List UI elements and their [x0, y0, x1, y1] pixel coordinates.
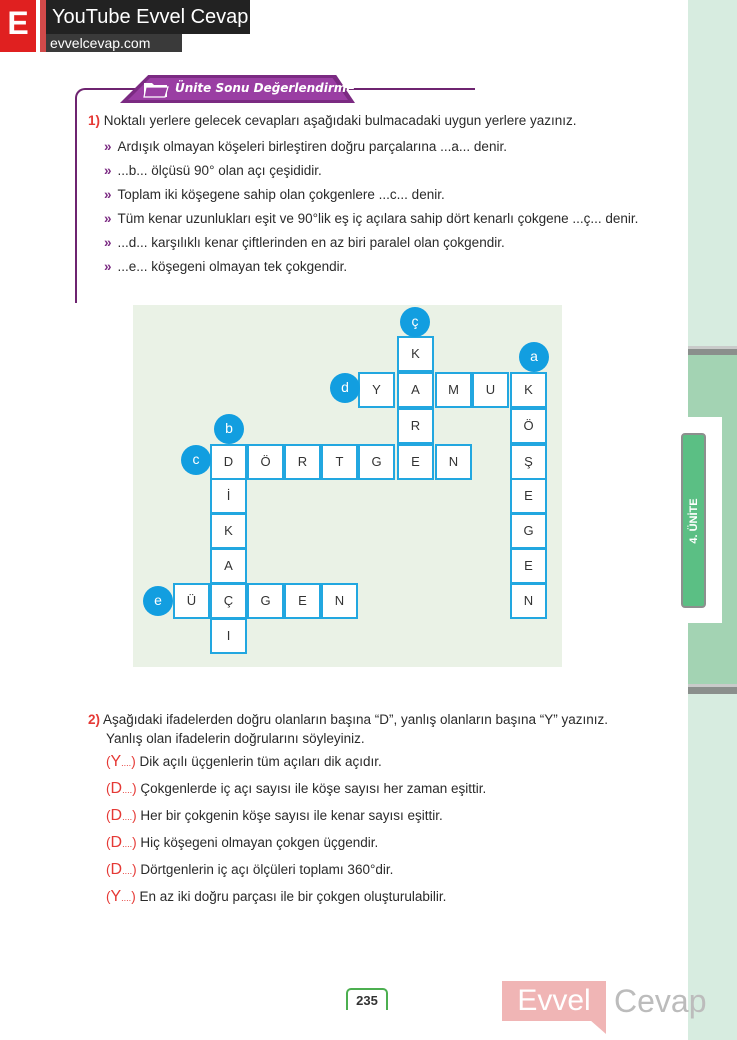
answer-value: Y	[110, 888, 122, 905]
clue-badge-e: e	[143, 586, 173, 616]
bullet-item	[104, 233, 638, 257]
crossword-cell[interactable]: G	[247, 583, 284, 619]
paren-open: (	[106, 808, 111, 823]
paren-open: (	[106, 889, 111, 904]
paren-close: )	[132, 835, 137, 850]
crossword-cell[interactable]: E	[510, 548, 547, 584]
bullet-marker-icon: »	[104, 163, 112, 178]
bullet-text: Ardışık olmayan köşeleri birleştiren doğru parçalarına ...a... denir.	[117, 139, 507, 154]
answer-dots: ....	[122, 866, 133, 876]
answer-box[interactable]	[106, 835, 137, 850]
statement-text: Dörtgenlerin iç açı ölçüleri toplamı 360°dir.	[140, 862, 394, 877]
crossword-cell[interactable]: E	[284, 583, 321, 619]
brand-logo-right: Cevap	[614, 983, 707, 1019]
crossword-cell[interactable]: Y	[358, 372, 395, 408]
statement-item	[106, 806, 486, 833]
clue-badge-b: b	[214, 414, 244, 444]
clue-badge-a: a	[519, 342, 549, 372]
statement-item	[106, 887, 486, 914]
brand-logo-tail	[590, 1020, 606, 1034]
paren-close: )	[131, 889, 136, 904]
crossword-cell[interactable]: T	[321, 444, 358, 480]
crossword-cell[interactable]: D	[210, 444, 247, 480]
question-number: 1)	[88, 113, 101, 128]
crossword-cell[interactable]: G	[358, 444, 395, 480]
strip-divider	[688, 684, 737, 694]
crossword-cell[interactable]: M	[435, 372, 472, 408]
crossword-cell[interactable]: Ö	[247, 444, 284, 480]
statement-text: Her bir çokgenin köşe sayısı ile kenar sayısı eşittir.	[140, 808, 443, 823]
bullet-text: ...b... ölçüsü 90° olan açı çeşididir.	[117, 163, 322, 178]
statement-text: En az iki doğru parçası ile bir çokgen oluşturulabilir.	[139, 889, 447, 904]
crossword-cell[interactable]: Ü	[173, 583, 210, 619]
bullet-text: ...e... köşegeni olmayan tek çokgendir.	[117, 259, 348, 274]
paren-close: )	[132, 808, 137, 823]
unit-tab-label: 4. ÜNİTE	[687, 497, 700, 544]
crossword-cell[interactable]: R	[397, 408, 434, 444]
answer-box[interactable]	[106, 754, 136, 769]
bullet-marker-icon: »	[104, 259, 112, 274]
answer-value: D	[110, 780, 123, 797]
crossword-cell[interactable]: A	[397, 372, 434, 408]
bullet-marker-icon: »	[104, 211, 112, 226]
question-1-bullets	[104, 137, 638, 281]
paren-open: (	[106, 835, 111, 850]
question-2	[88, 710, 658, 748]
clue-badge-d: d	[330, 373, 360, 403]
bullet-marker-icon: »	[104, 187, 112, 202]
crossword-cell[interactable]: Ö	[510, 408, 547, 444]
bullet-text: ...d... karşılıklı kenar çiftlerinden en az biri paralel olan çokgendir.	[117, 235, 505, 250]
bullet-text: Tüm kenar uzunlukları eşit ve 90°lik eş iç açılara sahip dört kenarlı çokgene ...ç... denir.	[117, 211, 639, 226]
statement-item	[106, 833, 486, 860]
answer-box[interactable]	[106, 781, 137, 796]
statement-text: Çokgenlerde iç açı sayısı ile köşe sayısı her zaman eşittir.	[140, 781, 487, 796]
page-number: 235	[346, 988, 388, 1010]
crossword-cell[interactable]: K	[397, 336, 434, 372]
answer-box[interactable]	[106, 889, 136, 904]
answer-box[interactable]	[106, 862, 137, 877]
bullet-item	[104, 209, 638, 233]
crossword-cell[interactable]: N	[321, 583, 358, 619]
bullet-item	[104, 137, 638, 161]
paren-open: (	[106, 781, 111, 796]
bullet-item	[104, 161, 638, 185]
answer-value: D	[110, 861, 123, 878]
crossword-cell[interactable]: E	[510, 478, 547, 514]
answer-value: D	[110, 834, 123, 851]
crossword-cell[interactable]: İ	[210, 478, 247, 514]
logo-icon: E	[0, 0, 36, 52]
statement-item	[106, 860, 486, 887]
answer-dots: ....	[122, 839, 133, 849]
unit-tab[interactable]	[681, 433, 706, 608]
crossword-cell[interactable]: U	[472, 372, 509, 408]
answer-dots: ....	[122, 812, 133, 822]
bullet-item	[104, 185, 638, 209]
question-text-2: Yanlış olan ifadelerin doğrularını söyleyiniz.	[106, 731, 365, 746]
brand-logo-left: Evvel	[502, 981, 606, 1021]
answer-value: Y	[110, 753, 122, 770]
crossword-cell[interactable]: Ş	[510, 444, 547, 480]
crossword-cell[interactable]: I	[210, 618, 247, 654]
crossword-cell[interactable]: G	[510, 513, 547, 549]
answer-box[interactable]	[106, 808, 137, 823]
answer-dots: ....	[121, 893, 132, 903]
paren-open: (	[106, 754, 111, 769]
site-link[interactable]: evvelcevap.com	[46, 34, 182, 52]
folder-icon	[143, 81, 169, 98]
crossword-cell[interactable]: K	[210, 513, 247, 549]
statement-item	[106, 779, 486, 806]
true-false-list	[106, 752, 486, 914]
crossword-cell[interactable]: N	[435, 444, 472, 480]
question-number: 2)	[88, 712, 101, 727]
crossword-cell[interactable]: E	[397, 444, 434, 480]
answer-dots: ....	[121, 758, 132, 768]
section-title: Ünite Sonu Değerlendirme	[175, 81, 355, 95]
answer-dots: ....	[122, 785, 133, 795]
statement-item	[106, 752, 486, 779]
question-1	[88, 113, 577, 128]
bullet-marker-icon: »	[104, 139, 112, 154]
statement-text: Dik açılı üçgenlerin tüm açıları dik açıdır.	[139, 754, 382, 769]
crossword-cell[interactable]: K	[510, 372, 547, 408]
paren-open: (	[106, 862, 111, 877]
bullet-item	[104, 257, 638, 281]
crossword-cell[interactable]: N	[510, 583, 547, 619]
answer-value: D	[110, 807, 123, 824]
clue-badge-c: c	[181, 445, 211, 475]
paren-close: )	[131, 754, 136, 769]
crossword-cell[interactable]: A	[210, 548, 247, 584]
channel-name: YouTube Evvel Cevap	[46, 0, 250, 34]
bullet-text: Toplam iki köşegene sahip olan çokgenlere ...c... denir.	[117, 187, 445, 202]
clue-badge-c-cedilla: ç	[400, 307, 430, 337]
statement-text: Hiç köşegeni olmayan çokgen üçgendir.	[140, 835, 379, 850]
question-text: Aşağıdaki ifadelerden doğru olanların başına “D”, yanlış olanların başına “Y” yazınız.	[103, 712, 609, 727]
bullet-marker-icon: »	[104, 235, 112, 250]
question-text: Noktalı yerlere gelecek cevapları aşağıdaki bulmacadaki uygun yerlere yazınız.	[103, 113, 577, 128]
paren-close: )	[132, 781, 137, 796]
paren-close: )	[132, 862, 137, 877]
crossword-cell[interactable]: R	[284, 444, 321, 480]
crossword-cell[interactable]: Ç	[210, 583, 247, 619]
